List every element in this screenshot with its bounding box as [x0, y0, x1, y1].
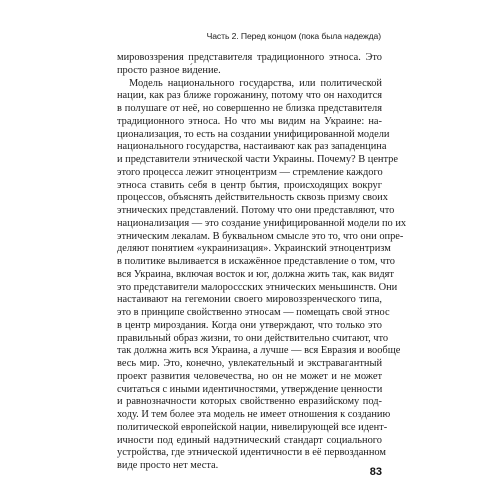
text-line: ходу. И тем более эта модель не имеет отношения к созданию	[117, 409, 391, 420]
text-line: мировоззрения представителя традиционного этноса. Это	[117, 52, 382, 63]
text-line: Модель национального государства, или политической	[129, 77, 382, 89]
text-line: это представители малороссских этнических меньшинств. Они	[117, 281, 398, 293]
text-line: виде просто нет места.	[117, 460, 219, 471]
text-line: этого процесса лежит этноцентризм — стремление каждого	[117, 166, 383, 178]
text-line: и представители этнической части Украины. Почему? В центре	[117, 154, 398, 165]
text-line: и равнозначности которых свойственно евразийскому под-	[117, 396, 382, 408]
text-line: это в принципе свойственно этносам — помещать свой этнос	[117, 307, 390, 318]
text-line: проект развития человечества, но он не может и не может	[117, 370, 382, 382]
text-line: просто разное ви́дение.	[117, 64, 221, 76]
text-line: традиционного этноса. Но что мы видим на Украине: на-	[117, 115, 382, 127]
page-number: 83	[369, 466, 382, 478]
text-line: считаться с иными идентичностями, утверждение ценности	[117, 383, 383, 395]
text-line: настаивают на гегемонии своего мировоззренческого типа,	[117, 294, 382, 306]
text-line: национального государства, настаивают как раз западенцина	[117, 141, 387, 153]
text-line: устройства, где этнической идентичности в её первозданном	[117, 447, 387, 459]
body-text	[117, 52, 407, 473]
running-header: Часть 2. Перед концом (пока была надежда)	[206, 31, 381, 41]
text-line: правильный образ жизни, то они действительно считают, что	[117, 332, 389, 344]
text-line: этноса ставить себя в центр бытия, происходящих вокруг	[117, 179, 382, 191]
text-line: в полушаге от неё, но совершенно не близка представителя	[117, 103, 382, 114]
text-line: политической европейской нации, нивелирующей все идент-	[117, 421, 388, 433]
text-line: вся Украина, включая восток и юг, должна жить так, как видят	[117, 268, 394, 280]
text-line: процессов, объяснять действительность сквозь призму своих	[117, 192, 388, 204]
text-line: нации, как раз ближе горожанину, потому что он находится	[117, 90, 382, 102]
text-line: в политике выливается в искажённое представление о том, что	[117, 256, 395, 267]
text-line: деляют понятием «украинизация». Украинский этноцентризм	[117, 243, 391, 255]
text-line: весь мир. Это, конечно, увлекательный и экстравагантный	[117, 358, 382, 369]
text-line: этническим лекалам. В буквальном смысле это то, что они опре-	[117, 230, 404, 242]
text-line: ичности под единый надэтнический стандарт социального	[117, 434, 382, 446]
text-line: национализация — это создание унифицированной модели по их	[117, 217, 407, 229]
text-line: ционализация, то есть на создании унифицированной модели	[117, 128, 390, 140]
text-line: этнических представлений. Потому что они представляют, что	[117, 205, 395, 216]
text-line: так должна жить вся Украина, а лучше — вся Евразия и вообще	[117, 345, 401, 357]
text-line: в центр мироздания. Когда они утверждают, что только это	[117, 319, 382, 331]
